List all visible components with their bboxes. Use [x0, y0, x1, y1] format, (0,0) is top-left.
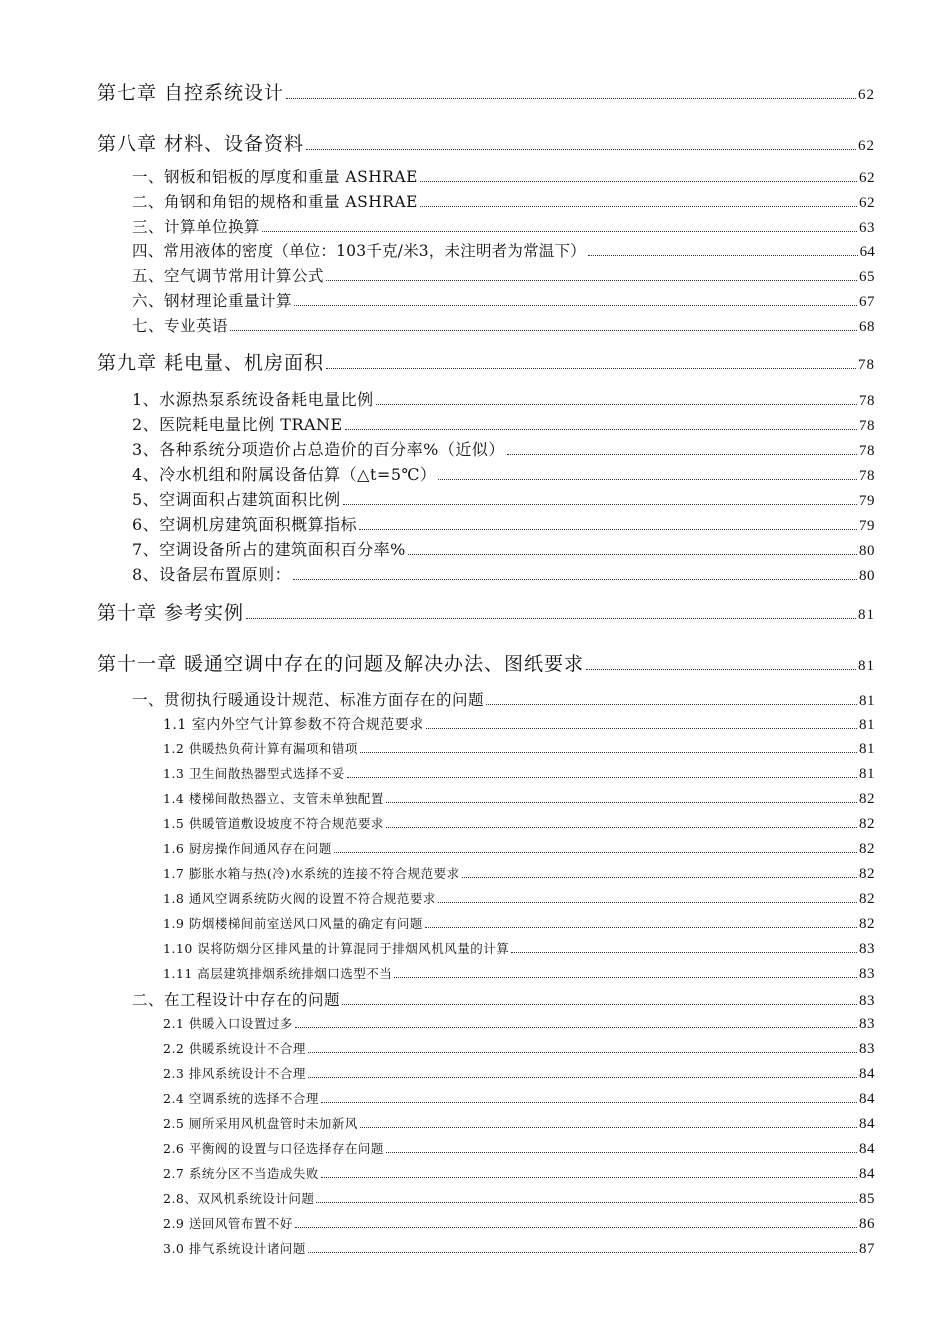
- dot-leader: [334, 852, 857, 853]
- toc-entry-page: 85: [859, 1191, 875, 1207]
- toc-entry-title: 1.9 防烟楼梯间前室送风口风量的确定有问题: [163, 916, 423, 931]
- toc-entry-chapter-7[interactable]: [97, 78, 875, 105]
- toc-entry[interactable]: [132, 239, 875, 261]
- toc-entry-title: 1.8 通风空调系统防火阀的设置不符合规范要求: [163, 891, 436, 906]
- toc-entry[interactable]: [132, 264, 875, 286]
- toc-entry[interactable]: [132, 289, 875, 311]
- dot-leader: [408, 554, 857, 555]
- toc-entry-page: 82: [859, 841, 875, 857]
- toc-entry-page: 81: [858, 658, 875, 674]
- toc-entry-page: 86: [859, 1216, 875, 1232]
- dot-leader: [486, 704, 857, 705]
- dot-leader: [308, 1252, 857, 1253]
- dot-leader: [438, 902, 857, 903]
- dot-leader: [326, 368, 856, 369]
- toc-entry-title: 二、角钢和角铝的规格和重量 ASHRAE: [132, 193, 418, 211]
- toc-entry-page: 62: [859, 195, 875, 211]
- toc-entry-title: 1.10 误将防烟分区排风量的计算混同于排烟风机风量的计算: [163, 941, 510, 956]
- toc-entry-page: 82: [859, 866, 875, 882]
- toc-entry[interactable]: [132, 412, 875, 435]
- toc-entry-title: 1.7 膨胀水箱与热(冷)水系统的连接不符合规范要求: [163, 866, 460, 881]
- dot-leader: [347, 777, 857, 778]
- toc-entry[interactable]: [163, 964, 875, 983]
- toc-entry[interactable]: [163, 839, 875, 858]
- toc-entry[interactable]: [163, 1039, 875, 1058]
- toc-entry-page: 80: [859, 568, 875, 584]
- toc-entry-page: 82: [859, 916, 875, 932]
- toc-entry-page: 84: [859, 1091, 875, 1107]
- toc-entry-page: 83: [859, 966, 875, 982]
- toc-entry-page: 83: [859, 1016, 875, 1032]
- toc-entry-title: 一、钢板和铝板的厚度和重量 ASHRAE: [132, 168, 418, 186]
- dot-leader: [360, 752, 857, 753]
- toc-entry-page: 81: [859, 741, 875, 757]
- dot-leader: [316, 1202, 857, 1203]
- dot-leader: [230, 330, 857, 331]
- toc-entry-page: 81: [858, 607, 875, 623]
- dot-leader: [588, 255, 858, 256]
- dot-leader: [308, 1052, 857, 1053]
- toc-entry-page: 82: [859, 816, 875, 832]
- dot-leader: [293, 579, 857, 580]
- toc-entry[interactable]: [132, 387, 875, 410]
- toc-entry-title: 七、专业英语: [132, 317, 229, 335]
- dot-leader: [426, 728, 857, 729]
- toc-entry-page: 81: [859, 717, 875, 733]
- toc-entry-title: 第十章 参考实例: [97, 602, 245, 624]
- toc-entry-title: 2.1 供暖入口设置过多: [163, 1016, 293, 1031]
- toc-entry-page: 62: [858, 87, 875, 103]
- toc-entry[interactable]: [163, 1164, 875, 1183]
- toc-entry[interactable]: [132, 512, 875, 535]
- toc-entry-page: 83: [859, 1041, 875, 1057]
- toc-entry[interactable]: [132, 215, 875, 237]
- toc-entry-title: 2.8、双风机系统设计问题: [163, 1191, 315, 1206]
- dot-leader: [511, 952, 857, 953]
- toc-entry-title: 四、常用液体的密度（单位：103千克/米3，未注明者为常温下）: [132, 242, 586, 260]
- toc-entry-page: 78: [858, 357, 875, 373]
- toc-entry[interactable]: [163, 1139, 875, 1158]
- dot-leader: [386, 827, 857, 828]
- toc-entry[interactable]: [132, 537, 875, 560]
- toc-entry-title: 5、空调面积占建筑面积比例: [132, 490, 341, 509]
- toc-entry-page: 83: [859, 941, 875, 957]
- dot-leader: [321, 1177, 857, 1178]
- toc-entry-page: 87: [859, 1241, 875, 1257]
- toc-entry-title: 3、各种系统分项造价占总造价的百分率%（近似）: [132, 440, 505, 459]
- toc-entry-chapter-8[interactable]: [97, 129, 875, 156]
- toc-entry[interactable]: [163, 864, 875, 883]
- toc-entry[interactable]: [132, 562, 875, 585]
- toc-entry[interactable]: [163, 1239, 875, 1258]
- dot-leader: [438, 479, 857, 480]
- toc-entry-title: 1.6 厨房操作间通风存在问题: [163, 841, 332, 856]
- toc-entry-title: 8、设备层布置原则：: [132, 565, 292, 584]
- toc-entry-title: 1.3 卫生间散热器型式选择不妥: [163, 766, 345, 781]
- toc-entry-title: 2.6 平衡阀的设置与口径选择存在问题: [163, 1141, 384, 1156]
- toc-entry-page: 65: [859, 269, 875, 285]
- toc-entry-title: 五、空气调节常用计算公式: [132, 267, 325, 285]
- toc-entry-title: 2.7 系统分区不当造成失败: [163, 1166, 319, 1181]
- toc-entry-title: 1.1 室内外空气计算参数不符合规范要求: [163, 717, 424, 733]
- dot-leader: [386, 802, 857, 803]
- dot-leader: [394, 977, 857, 978]
- dot-leader: [326, 280, 857, 281]
- dot-leader: [586, 669, 856, 670]
- toc-entry[interactable]: [132, 190, 875, 212]
- toc-entry-page: 63: [859, 220, 875, 236]
- toc-entry[interactable]: [132, 462, 875, 485]
- toc-entry-title: 1.5 供暖管道敷设坡度不符合规范要求: [163, 816, 384, 831]
- dot-leader: [462, 877, 857, 878]
- toc-entry-page: 78: [859, 393, 875, 409]
- toc-entry-chapter-10[interactable]: [97, 598, 875, 625]
- toc-entry-title: 1.2 供暖热负荷计算有漏项和错项: [163, 741, 358, 756]
- toc-entry-title: 第七章 自控系统设计: [97, 82, 285, 104]
- toc-entry-title: 6、空调机房建筑面积概算指标: [132, 515, 358, 534]
- toc-entry-title: 六、钢材理论重量计算: [132, 292, 293, 310]
- dot-leader: [342, 1004, 857, 1005]
- toc-entry-page: 81: [859, 693, 875, 709]
- toc-entry-page: 78: [859, 468, 875, 484]
- dot-leader: [295, 1227, 857, 1228]
- toc-entry-title: 第九章 耗电量、机房面积: [97, 352, 325, 374]
- toc-entry[interactable]: [132, 487, 875, 510]
- toc-entry-page: 84: [859, 1116, 875, 1132]
- toc-entry-title: 1、水源热泵系统设备耗电量比例: [132, 390, 374, 409]
- dot-leader: [425, 927, 857, 928]
- toc-entry-page: 84: [859, 1141, 875, 1157]
- toc-entry-chapter-9[interactable]: [97, 348, 875, 375]
- toc-entry-title: 二、在工程设计中存在的问题: [132, 991, 341, 1009]
- dot-leader: [376, 404, 857, 405]
- toc-entry[interactable]: [163, 1014, 875, 1033]
- toc-entry[interactable]: [163, 1064, 875, 1083]
- toc-entry[interactable]: [163, 889, 875, 908]
- toc-entry-title: 一、贯彻执行暖通设计规范、标准方面存在的问题: [132, 691, 485, 709]
- toc-entry-page: 78: [859, 418, 875, 434]
- dot-leader: [345, 429, 857, 430]
- dot-leader: [262, 231, 857, 232]
- dot-leader: [321, 1102, 857, 1103]
- toc-entry-title: 4、冷水机组和附属设备估算（△t=5℃）: [132, 465, 437, 484]
- toc-entry-page: 79: [859, 518, 875, 534]
- dot-leader: [343, 504, 857, 505]
- toc-entry-page: 84: [859, 1066, 875, 1082]
- toc-entry-title: 2.2 供暖系统设计不合理: [163, 1041, 306, 1056]
- dot-leader: [246, 618, 856, 619]
- toc-entry-title: 2.9 送回风管布置不好: [163, 1216, 293, 1231]
- toc-entry-title: 2.5 厕所采用风机盘管时未加新风: [163, 1116, 358, 1131]
- toc-entry-title: 1.11 高层建筑排烟系统排烟口选型不当: [163, 966, 393, 981]
- toc-entry-page: 83: [859, 993, 875, 1009]
- toc-entry-page: 67: [859, 294, 875, 310]
- toc-entry[interactable]: [132, 437, 875, 460]
- toc-entry[interactable]: [163, 914, 875, 933]
- toc-entry-page: 82: [859, 791, 875, 807]
- toc-entry[interactable]: [132, 988, 875, 1010]
- toc-entry-title: 2.4 空调系统的选择不合理: [163, 1091, 319, 1106]
- toc-entry[interactable]: [163, 939, 875, 958]
- toc-entry[interactable]: [163, 739, 875, 758]
- toc-entry[interactable]: [132, 314, 875, 336]
- toc-entry-title: 2、医院耗电量比例 TRANE: [132, 415, 343, 434]
- toc-entry-page: 68: [859, 319, 875, 335]
- dot-leader: [360, 1127, 857, 1128]
- dot-leader: [294, 305, 857, 306]
- toc-entry-page: 64: [859, 244, 875, 260]
- toc-entry-title: 3.0 排气系统设计诸问题: [163, 1241, 306, 1256]
- dot-leader: [386, 1152, 857, 1153]
- toc-entry[interactable]: [163, 789, 875, 808]
- toc-entry-page: 62: [859, 170, 875, 186]
- toc-entry[interactable]: [163, 814, 875, 833]
- dot-leader: [308, 1077, 857, 1078]
- toc-entry-title: 2.3 排风系统设计不合理: [163, 1066, 306, 1081]
- dot-leader: [295, 1027, 857, 1028]
- toc-entry[interactable]: [163, 1089, 875, 1108]
- dot-leader: [359, 529, 857, 530]
- toc-entry-page: 79: [859, 493, 875, 509]
- dot-leader: [420, 206, 857, 207]
- toc-entry-title: 7、空调设备所占的建筑面积百分率%: [132, 540, 406, 559]
- toc-entry-page: 84: [859, 1166, 875, 1182]
- toc-entry-page: 82: [859, 891, 875, 907]
- toc-entry-title: 第八章 材料、设备资料: [97, 133, 305, 155]
- toc-entry-title: 三、计算单位换算: [132, 218, 261, 236]
- toc-entry[interactable]: [163, 714, 875, 734]
- dot-leader: [306, 149, 856, 150]
- toc-entry-title: 1.4 楼梯间散热器立、支管未单独配置: [163, 791, 384, 806]
- toc-entry[interactable]: [163, 1214, 875, 1233]
- toc-entry[interactable]: [132, 165, 875, 187]
- dot-leader: [507, 454, 857, 455]
- dot-leader: [286, 98, 856, 99]
- toc-entry-chapter-11[interactable]: [97, 649, 875, 676]
- toc-entry[interactable]: [132, 688, 875, 710]
- toc-entry[interactable]: [163, 764, 875, 783]
- toc-entry[interactable]: [163, 1114, 875, 1133]
- toc-entry-page: 80: [859, 543, 875, 559]
- toc-entry-page: 78: [859, 443, 875, 459]
- toc-entry-title: 第十一章 暖通空调中存在的问题及解决办法、图纸要求: [97, 653, 585, 675]
- toc-entry-page: 62: [858, 138, 875, 154]
- toc-entry-page: 81: [859, 766, 875, 782]
- dot-leader: [420, 181, 857, 182]
- toc-entry[interactable]: [163, 1189, 875, 1208]
